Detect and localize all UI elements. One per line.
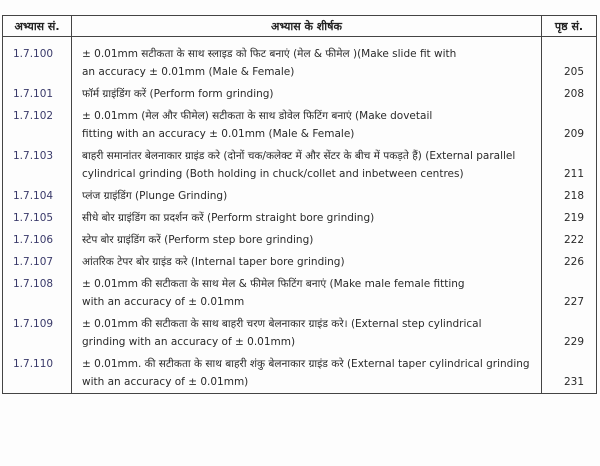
exercise-title — [72, 207, 542, 229]
header-page-no: पृष्ठ सं. — [542, 16, 597, 37]
exercise-number: 1.7.109 — [3, 313, 72, 353]
title-line: प्लंज ग्राइंडिंग (Plunge Grinding) — [82, 190, 228, 202]
page-number: 208 — [542, 83, 597, 105]
title-line: with an accuracy of ± 0.01mm — [82, 296, 245, 308]
exercise-number: 1.7.107 — [3, 251, 72, 273]
title-line: ± 0.01mm की सटीकता के साथ मेल & फीमेल फिटिंग बनाएं (Make male female fitting — [82, 278, 465, 290]
exercise-title — [72, 145, 542, 185]
exercise-title — [72, 251, 542, 273]
table-row — [3, 185, 597, 207]
page-number: 231 — [542, 353, 597, 394]
exercise-number: 1.7.102 — [3, 105, 72, 145]
exercise-title — [72, 185, 542, 207]
exercise-title — [72, 273, 542, 313]
title-line: फॉर्म ग्राइंडिंग करें (Perform form grinding) — [82, 88, 274, 100]
page-number: 205 — [542, 37, 597, 84]
table-row — [3, 251, 597, 273]
exercise-number: 1.7.106 — [3, 229, 72, 251]
title-line: grinding with an accuracy of ± 0.01mm) — [82, 336, 296, 348]
page-number: 218 — [542, 185, 597, 207]
exercise-title — [72, 229, 542, 251]
table-row — [3, 229, 597, 251]
exercise-number: 1.7.110 — [3, 353, 72, 394]
title-line: with an accuracy of ± 0.01mm) — [82, 376, 249, 388]
exercise-title — [72, 313, 542, 353]
table-row — [3, 207, 597, 229]
title-line: सीधे बोर ग्राइंडिंग का प्रदर्शन करें (Perform straight bore grinding) — [82, 212, 375, 224]
table-row — [3, 313, 597, 353]
header-row — [3, 16, 597, 37]
page-number: 226 — [542, 251, 597, 273]
page-number: 227 — [542, 273, 597, 313]
title-line: स्टेप बोर ग्राइंडिंग करें (Perform step bore grinding) — [82, 234, 314, 246]
page-number: 211 — [542, 145, 597, 185]
exercise-title — [72, 37, 542, 84]
exercise-title — [72, 83, 542, 105]
header-exercise-no: अभ्यास सं. — [3, 16, 72, 37]
table-row — [3, 37, 597, 84]
page-number: 222 — [542, 229, 597, 251]
page-number: 209 — [542, 105, 597, 145]
table-row — [3, 105, 597, 145]
table-row — [3, 145, 597, 185]
contents-table — [2, 15, 597, 394]
table-row — [3, 353, 597, 394]
exercise-number: 1.7.105 — [3, 207, 72, 229]
title-line: an accuracy ± 0.01mm (Male & Female) — [82, 66, 295, 78]
title-line: आंतरिक टेपर बोर ग्राइंड करे (Internal taper bore grinding) — [82, 256, 345, 268]
title-line: cylindrical grinding (Both holding in chuck/collet and inbetween centres) — [82, 168, 464, 180]
title-line: fitting with an accuracy ± 0.01mm (Male & Female) — [82, 128, 355, 140]
title-line: ± 0.01mm की सटीकता के साथ बाहरी चरण बेलनाकार ग्राइंड करे। (External step cylindrical — [82, 318, 482, 330]
table-row — [3, 83, 597, 105]
table-row — [3, 273, 597, 313]
exercise-number: 1.7.104 — [3, 185, 72, 207]
page-number: 219 — [542, 207, 597, 229]
exercise-number: 1.7.103 — [3, 145, 72, 185]
exercise-title — [72, 353, 542, 394]
exercise-number: 1.7.108 — [3, 273, 72, 313]
exercise-title — [72, 105, 542, 145]
exercise-number: 1.7.100 — [3, 37, 72, 84]
page-number: 229 — [542, 313, 597, 353]
title-line: बाहरी समानांतर बेलनाकार ग्राइंड करे (दोनों चक/कलेक्ट में और सेंटर के बीच में पकड़ते हैं) (External parallel — [82, 150, 516, 162]
title-line: ± 0.01mm (मेल और फीमेल) सटीकता के साथ डोवेल फिटिंग बनाएं (Make dovetail — [82, 110, 433, 122]
title-line: ± 0.01mm सटीकता के साथ स्लाइड को फिट बनाएं (मेल & फीमेल )(Make slide fit with — [82, 48, 457, 60]
title-line: ± 0.01mm. की सटीकता के साथ बाहरी शंकु बेलनाकार ग्राइंड करे (External taper cylindrical grinding — [82, 358, 530, 370]
header-exercise-title: अभ्यास के शीर्षक — [72, 16, 542, 37]
exercise-number: 1.7.101 — [3, 83, 72, 105]
